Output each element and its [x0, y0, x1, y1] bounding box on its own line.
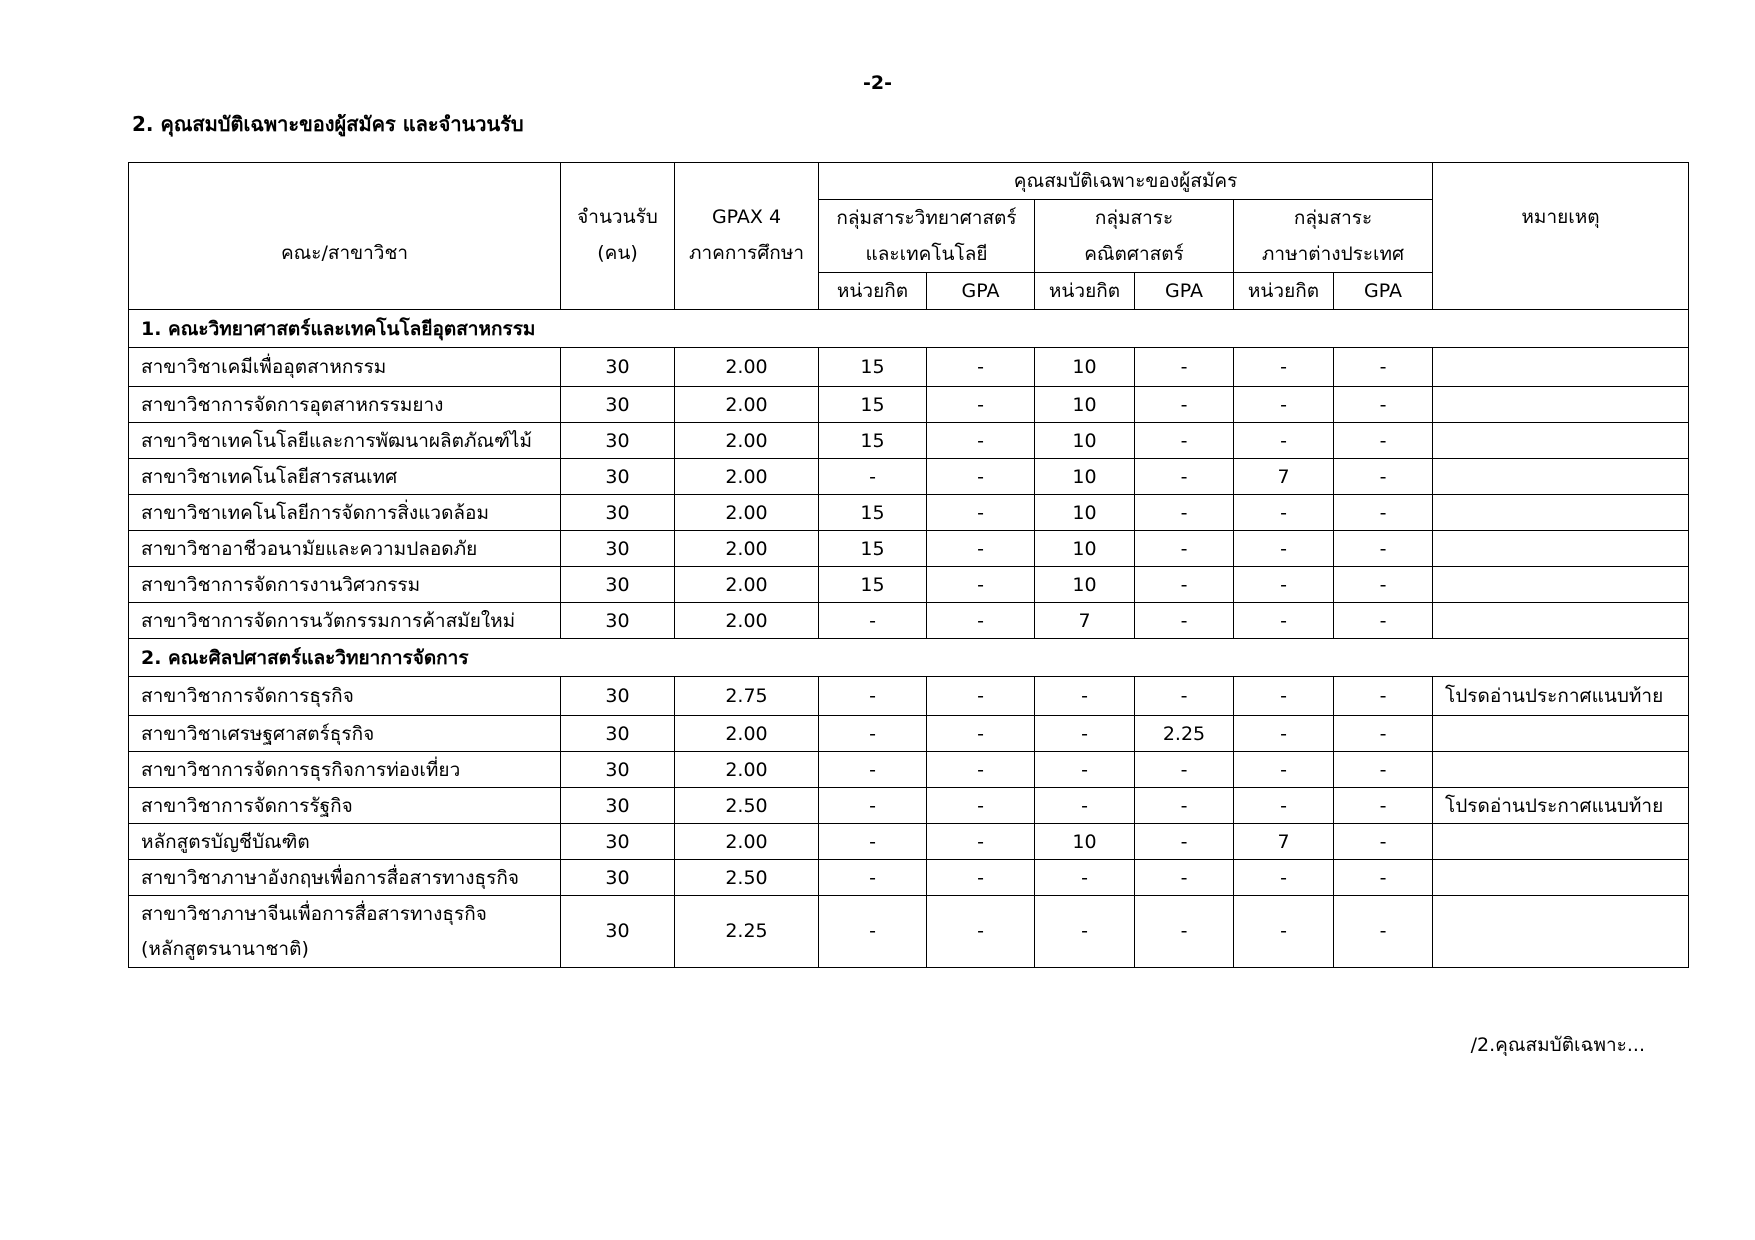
- header-group-line2: ภาษาต่างประเทศ: [1261, 243, 1405, 265]
- gpax-cell: 2.00: [675, 495, 819, 531]
- header-sub-gpa: GPA: [1135, 273, 1234, 310]
- math-credit-cell: 10: [1035, 531, 1135, 567]
- sci-credit-cell: -: [819, 677, 927, 716]
- quota-cell: 30: [561, 387, 675, 423]
- header-group-science: [819, 200, 1035, 273]
- sci-gpa-cell: -: [927, 716, 1035, 752]
- sci-credit-cell: -: [819, 459, 927, 495]
- gpax-cell: 2.00: [675, 716, 819, 752]
- major-name: สาขาวิชาเทคโนโลยีสารสนเทศ: [141, 465, 398, 488]
- math-gpa-cell: -: [1135, 896, 1234, 968]
- lang-credit-cell: -: [1234, 495, 1334, 531]
- lang-gpa-cell: -: [1334, 677, 1433, 716]
- section-title: 2. คุณสมบัติเฉพาะของผู้สมัคร และจำนวนรับ: [132, 112, 524, 136]
- remark-cell: [1433, 459, 1689, 495]
- sci-credit-cell: -: [819, 824, 927, 860]
- header-sub-gpa: GPA: [1334, 273, 1433, 310]
- header-gpax-line1: GPAX 4: [711, 206, 782, 228]
- sci-credit-cell: 15: [819, 387, 927, 423]
- sci-gpa-cell: -: [927, 824, 1035, 860]
- lang-gpa-cell: -: [1334, 603, 1433, 639]
- major-name-line2: (หลักสูตรนานาชาติ): [141, 937, 309, 960]
- header-qualifications: คุณสมบัติเฉพาะของผู้สมัคร: [819, 163, 1433, 200]
- header-sub-credit: หน่วยกิต: [1234, 273, 1334, 310]
- lang-credit-cell: -: [1234, 860, 1334, 896]
- remark-cell: [1433, 387, 1689, 423]
- faculty-row: [129, 639, 1689, 677]
- lang-gpa-cell: -: [1334, 716, 1433, 752]
- header-group-line2: คณิตศาสตร์: [1084, 243, 1184, 265]
- page-number: -2-: [863, 72, 892, 94]
- lang-credit-cell: -: [1234, 677, 1334, 716]
- quota-cell: 30: [561, 824, 675, 860]
- math-credit-cell: 10: [1035, 495, 1135, 531]
- sci-gpa-cell: -: [927, 677, 1035, 716]
- major-cell: [129, 459, 561, 495]
- remark-cell: โปรดอ่านประกาศแนบท้าย: [1433, 788, 1689, 824]
- lang-credit-cell: -: [1234, 387, 1334, 423]
- table-row: [129, 603, 1689, 639]
- remark-cell: [1433, 348, 1689, 387]
- remark-cell: [1433, 603, 1689, 639]
- remark-cell: [1433, 531, 1689, 567]
- header-quota-line1: จำนวนรับ: [577, 206, 658, 228]
- math-credit-cell: -: [1035, 896, 1135, 968]
- gpax-cell: 2.25: [675, 896, 819, 968]
- sci-gpa-cell: -: [927, 567, 1035, 603]
- sci-gpa-cell: -: [927, 752, 1035, 788]
- gpax-cell: 2.50: [675, 860, 819, 896]
- math-gpa-cell: -: [1135, 567, 1234, 603]
- header-sub-credit: หน่วยกิต: [1035, 273, 1135, 310]
- quota-cell: 30: [561, 348, 675, 387]
- math-gpa-cell: -: [1135, 860, 1234, 896]
- major-cell: [129, 788, 561, 824]
- math-gpa-cell: -: [1135, 387, 1234, 423]
- gpax-cell: 2.00: [675, 348, 819, 387]
- gpax-cell: 2.00: [675, 531, 819, 567]
- faculty-row: [129, 310, 1689, 348]
- lang-gpa-cell: -: [1334, 824, 1433, 860]
- math-gpa-cell: 2.25: [1135, 716, 1234, 752]
- lang-credit-cell: -: [1234, 423, 1334, 459]
- major-name: สาขาวิชาการจัดการงานวิศวกรรม: [141, 573, 421, 596]
- sci-credit-cell: -: [819, 896, 927, 968]
- lang-gpa-cell: -: [1334, 495, 1433, 531]
- math-credit-cell: -: [1035, 716, 1135, 752]
- lang-gpa-cell: -: [1334, 459, 1433, 495]
- sci-credit-cell: -: [819, 860, 927, 896]
- header-group-math: [1035, 200, 1234, 273]
- sci-gpa-cell: -: [927, 348, 1035, 387]
- sci-credit-cell: 15: [819, 495, 927, 531]
- math-gpa-cell: -: [1135, 531, 1234, 567]
- lang-gpa-cell: -: [1334, 531, 1433, 567]
- math-credit-cell: 10: [1035, 459, 1135, 495]
- header-group-line1: กลุ่มสาระวิทยาศาสตร์: [836, 207, 1017, 229]
- lang-credit-cell: -: [1234, 567, 1334, 603]
- lang-gpa-cell: -: [1334, 860, 1433, 896]
- major-name: สาขาวิชาการจัดการรัฐกิจ: [141, 794, 353, 817]
- sci-gpa-cell: -: [927, 896, 1035, 968]
- math-gpa-cell: -: [1135, 459, 1234, 495]
- sci-gpa-cell: -: [927, 495, 1035, 531]
- header-quota: [561, 163, 675, 310]
- table-row: [129, 677, 1689, 716]
- major-cell: [129, 677, 561, 716]
- math-credit-cell: 10: [1035, 824, 1135, 860]
- faculty-name: 1. คณะวิทยาศาสตร์และเทคโนโลยีอุตสาหกรรม: [129, 310, 1689, 348]
- sci-gpa-cell: -: [927, 459, 1035, 495]
- sci-credit-cell: 15: [819, 348, 927, 387]
- sci-gpa-cell: -: [927, 423, 1035, 459]
- table-row: [129, 824, 1689, 860]
- math-credit-cell: -: [1035, 788, 1135, 824]
- major-name: สาขาวิชาเคมีเพื่ออุตสาหกรรม: [141, 356, 387, 378]
- header-row-1: [129, 163, 1689, 200]
- sci-credit-cell: -: [819, 716, 927, 752]
- lang-gpa-cell: -: [1334, 896, 1433, 968]
- major-cell: [129, 387, 561, 423]
- math-credit-cell: 10: [1035, 348, 1135, 387]
- major-name: สาขาวิชาการจัดการธุรกิจ: [141, 685, 354, 707]
- table-row: [129, 788, 1689, 824]
- gpax-cell: 2.00: [675, 459, 819, 495]
- lang-credit-cell: -: [1234, 752, 1334, 788]
- sci-credit-cell: -: [819, 752, 927, 788]
- lang-credit-cell: -: [1234, 716, 1334, 752]
- math-gpa-cell: -: [1135, 603, 1234, 639]
- sci-credit-cell: 15: [819, 423, 927, 459]
- math-credit-cell: 10: [1035, 567, 1135, 603]
- sci-gpa-cell: -: [927, 788, 1035, 824]
- header-quota-line2: (คน): [597, 242, 638, 264]
- math-gpa-cell: -: [1135, 752, 1234, 788]
- table-row: [129, 531, 1689, 567]
- gpax-cell: 2.00: [675, 824, 819, 860]
- math-credit-cell: -: [1035, 860, 1135, 896]
- lang-credit-cell: 7: [1234, 459, 1334, 495]
- continuation-note: /2.คุณสมบัติเฉพาะ...: [1470, 1034, 1645, 1056]
- major-cell: [129, 531, 561, 567]
- quota-cell: 30: [561, 752, 675, 788]
- gpax-cell: 2.00: [675, 752, 819, 788]
- lang-credit-cell: -: [1234, 896, 1334, 968]
- sci-gpa-cell: -: [927, 860, 1035, 896]
- qualifications-table: [128, 162, 1689, 968]
- major-cell: [129, 752, 561, 788]
- header-group-line1: กลุ่มสาระ: [1094, 207, 1174, 229]
- major-name: สาขาวิชาเทคโนโลยีการจัดการสิ่งแวดล้อม: [141, 501, 489, 524]
- lang-gpa-cell: -: [1334, 348, 1433, 387]
- gpax-cell: 2.50: [675, 788, 819, 824]
- sci-credit-cell: -: [819, 788, 927, 824]
- sci-credit-cell: -: [819, 603, 927, 639]
- math-gpa-cell: -: [1135, 495, 1234, 531]
- remark-cell: [1433, 752, 1689, 788]
- table-row: [129, 896, 1689, 968]
- table-row: [129, 459, 1689, 495]
- sci-gpa-cell: -: [927, 603, 1035, 639]
- gpax-cell: 2.00: [675, 603, 819, 639]
- quota-cell: 30: [561, 495, 675, 531]
- major-name: สาขาวิชาภาษาอังกฤษเพื่อการสื่อสารทางธุรกิจ: [141, 866, 519, 889]
- lang-gpa-cell: -: [1334, 387, 1433, 423]
- sci-credit-cell: 15: [819, 531, 927, 567]
- lang-credit-cell: -: [1234, 603, 1334, 639]
- math-credit-cell: 10: [1035, 387, 1135, 423]
- table-row: [129, 860, 1689, 896]
- quota-cell: 30: [561, 896, 675, 968]
- sci-credit-cell: 15: [819, 567, 927, 603]
- remark-cell: โปรดอ่านประกาศแนบท้าย: [1433, 677, 1689, 716]
- sci-gpa-cell: -: [927, 387, 1035, 423]
- math-credit-cell: 7: [1035, 603, 1135, 639]
- major-name: สาขาวิชาการจัดการนวัตกรรมการค้าสมัยใหม่: [141, 609, 516, 632]
- table-row: [129, 348, 1689, 387]
- remark-cell: [1433, 423, 1689, 459]
- table-row: [129, 387, 1689, 423]
- math-gpa-cell: -: [1135, 423, 1234, 459]
- sci-gpa-cell: -: [927, 531, 1035, 567]
- quota-cell: 30: [561, 531, 675, 567]
- major-name: สาขาวิชาเศรษฐศาสตร์ธุรกิจ: [141, 722, 375, 745]
- major-name: สาขาวิชาอาชีวอนามัยและความปลอดภัย: [141, 537, 478, 560]
- lang-credit-cell: -: [1234, 788, 1334, 824]
- header-gpax-line2: ภาคการศึกษา: [688, 242, 805, 264]
- major-cell: [129, 896, 561, 968]
- header-group-line1: กลุ่มสาระ: [1293, 207, 1373, 229]
- gpax-cell: 2.00: [675, 423, 819, 459]
- major-name: สาขาวิชาเทคโนโลยีและการพัฒนาผลิตภัณฑ์ไม้: [141, 429, 532, 452]
- quota-cell: 30: [561, 459, 675, 495]
- major-name: สาขาวิชาภาษาจีนเพื่อการสื่อสารทางธุรกิจ: [141, 902, 487, 925]
- quota-cell: 30: [561, 716, 675, 752]
- major-cell: [129, 423, 561, 459]
- faculty-name: 2. คณะศิลปศาสตร์และวิทยาการจัดการ: [129, 639, 1689, 677]
- header-faculty-major: คณะ/สาขาวิชา: [129, 163, 561, 310]
- table-row: [129, 495, 1689, 531]
- major-name: สาขาวิชาการจัดการธุรกิจการท่องเที่ยว: [141, 758, 461, 781]
- math-gpa-cell: -: [1135, 348, 1234, 387]
- quota-cell: 30: [561, 567, 675, 603]
- major-cell: [129, 824, 561, 860]
- lang-gpa-cell: -: [1334, 567, 1433, 603]
- table-row: [129, 567, 1689, 603]
- remark-cell: [1433, 495, 1689, 531]
- lang-gpa-cell: -: [1334, 423, 1433, 459]
- header-group-line2: และเทคโนโลยี: [865, 243, 988, 265]
- gpax-cell: 2.75: [675, 677, 819, 716]
- math-gpa-cell: -: [1135, 677, 1234, 716]
- table-row: [129, 752, 1689, 788]
- major-cell: [129, 716, 561, 752]
- table-row: [129, 716, 1689, 752]
- major-name: หลักสูตรบัญชีบัณฑิต: [141, 830, 310, 853]
- lang-gpa-cell: -: [1334, 752, 1433, 788]
- major-cell: [129, 567, 561, 603]
- gpax-cell: 2.00: [675, 567, 819, 603]
- lang-credit-cell: -: [1234, 531, 1334, 567]
- header-gpax: [675, 163, 819, 310]
- math-gpa-cell: -: [1135, 824, 1234, 860]
- header-sub-credit: หน่วยกิต: [819, 273, 927, 310]
- remark-cell: [1433, 567, 1689, 603]
- header-group-language: [1234, 200, 1433, 273]
- remark-cell: [1433, 896, 1689, 968]
- quota-cell: 30: [561, 788, 675, 824]
- math-credit-cell: 10: [1035, 423, 1135, 459]
- major-cell: [129, 860, 561, 896]
- major-cell: [129, 495, 561, 531]
- major-name: สาขาวิชาการจัดการอุตสาหกรรมยาง: [141, 393, 444, 416]
- lang-credit-cell: -: [1234, 348, 1334, 387]
- gpax-cell: 2.00: [675, 387, 819, 423]
- lang-gpa-cell: -: [1334, 788, 1433, 824]
- header-remarks: หมายเหตุ: [1433, 163, 1689, 310]
- quota-cell: 30: [561, 677, 675, 716]
- lang-credit-cell: 7: [1234, 824, 1334, 860]
- math-gpa-cell: -: [1135, 788, 1234, 824]
- major-cell: [129, 603, 561, 639]
- quota-cell: 30: [561, 860, 675, 896]
- major-cell: [129, 348, 561, 387]
- remark-cell: [1433, 824, 1689, 860]
- quota-cell: 30: [561, 423, 675, 459]
- math-credit-cell: -: [1035, 752, 1135, 788]
- quota-cell: 30: [561, 603, 675, 639]
- table-row: [129, 423, 1689, 459]
- header-sub-gpa: GPA: [927, 273, 1035, 310]
- math-credit-cell: -: [1035, 677, 1135, 716]
- remark-cell: [1433, 860, 1689, 896]
- remark-cell: [1433, 716, 1689, 752]
